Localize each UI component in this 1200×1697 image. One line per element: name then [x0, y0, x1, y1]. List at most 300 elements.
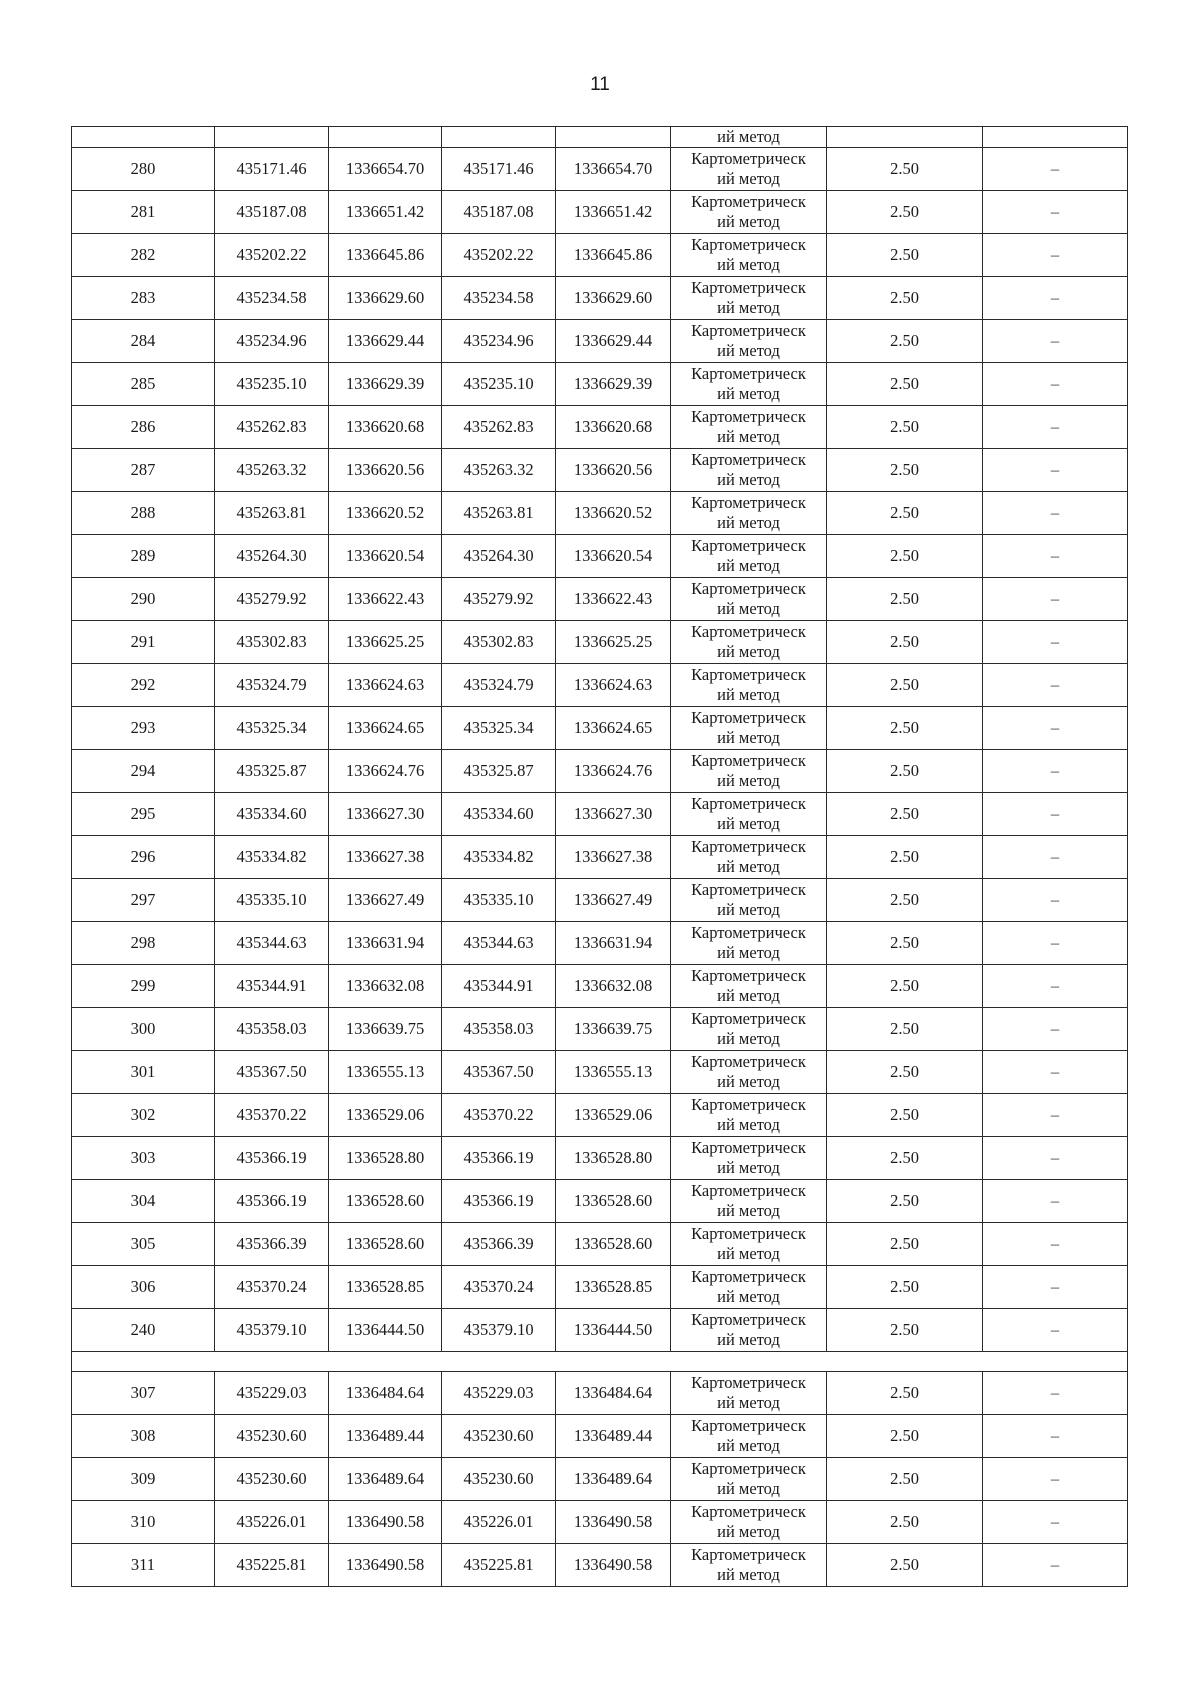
cell-accuracy: 2.50 — [827, 1501, 983, 1544]
cell-number: 281 — [72, 191, 215, 234]
cell-y2: 1336622.43 — [556, 578, 671, 621]
table-row — [72, 363, 1128, 406]
cell-x1: 435229.03 — [215, 1372, 329, 1415]
cell-y2: 1336639.75 — [556, 1008, 671, 1051]
cell-number: 287 — [72, 449, 215, 492]
cell-x1: 435230.60 — [215, 1458, 329, 1501]
method-line-2: ий метод — [717, 943, 780, 962]
cell-accuracy: 2.50 — [827, 1008, 983, 1051]
cell-number: 301 — [72, 1051, 215, 1094]
method-line-2: ий метод — [717, 728, 780, 747]
cell-note: – — [983, 879, 1128, 922]
method-line-1: Картометрическ — [691, 235, 806, 254]
cell-y1: 1336528.60 — [329, 1180, 442, 1223]
cell-y1: 1336620.68 — [329, 406, 442, 449]
method-line-2: ий метод — [717, 986, 780, 1005]
cell-number: 306 — [72, 1266, 215, 1309]
cell-x1: 435358.03 — [215, 1008, 329, 1051]
method-line-2: ий метод — [717, 1158, 780, 1177]
cell-method — [671, 148, 827, 191]
cell-y2: 1336620.56 — [556, 449, 671, 492]
cell-method — [671, 1094, 827, 1137]
cell-note: – — [983, 1180, 1128, 1223]
cell-number: 298 — [72, 922, 215, 965]
cell-note: – — [983, 1137, 1128, 1180]
cell-x1: 435279.92 — [215, 578, 329, 621]
table-row — [72, 406, 1128, 449]
method-line-2: ий метод — [717, 427, 780, 446]
cell-method — [671, 406, 827, 449]
cell-x2 — [442, 127, 556, 148]
cell-accuracy: 2.50 — [827, 1223, 983, 1266]
cell-x1 — [215, 127, 329, 148]
cell-x1: 435325.87 — [215, 750, 329, 793]
method-line-1: Картометрическ — [691, 665, 806, 684]
method-line-1: Картометрическ — [691, 407, 806, 426]
table-body — [72, 127, 1128, 1587]
method-line-2: ий метод — [717, 513, 780, 532]
cell-y1: 1336555.13 — [329, 1051, 442, 1094]
cell-y2: 1336489.64 — [556, 1458, 671, 1501]
method-line-1: Картометрическ — [691, 708, 806, 727]
method-line-2: ий метод — [717, 1522, 780, 1541]
cell-accuracy: 2.50 — [827, 1051, 983, 1094]
method-line-2: ий метод — [717, 1029, 780, 1048]
cell-number: 303 — [72, 1137, 215, 1180]
method-line-1: Картометрическ — [691, 450, 806, 469]
cell-y1: 1336645.86 — [329, 234, 442, 277]
cell-x2: 435262.83 — [442, 406, 556, 449]
cell-method — [671, 836, 827, 879]
method-line-2: ий метод — [717, 599, 780, 618]
cell-accuracy: 2.50 — [827, 148, 983, 191]
method-line-1: Картометрическ — [691, 1459, 806, 1478]
cell-y2: 1336528.80 — [556, 1137, 671, 1180]
table-row — [72, 148, 1128, 191]
cell-method — [671, 1266, 827, 1309]
method-line-1: Картометрическ — [691, 923, 806, 942]
cell-number: 295 — [72, 793, 215, 836]
method-line-2: ий метод — [717, 255, 780, 274]
cell-y1: 1336627.30 — [329, 793, 442, 836]
cell-y1: 1336620.54 — [329, 535, 442, 578]
cell-method — [671, 320, 827, 363]
cell-y1: 1336622.43 — [329, 578, 442, 621]
cell-x2: 435325.34 — [442, 707, 556, 750]
cell-accuracy: 2.50 — [827, 277, 983, 320]
cell-x2: 435264.30 — [442, 535, 556, 578]
separator-row — [72, 1352, 1128, 1372]
cell-method — [671, 535, 827, 578]
cell-method — [671, 1544, 827, 1587]
cell-x1: 435226.01 — [215, 1501, 329, 1544]
method-line-2: ий метод — [717, 212, 780, 231]
table-row — [72, 320, 1128, 363]
cell-x1: 435230.60 — [215, 1415, 329, 1458]
method-line-1: Картометрическ — [691, 579, 806, 598]
cell-y2: 1336489.44 — [556, 1415, 671, 1458]
method-line-1: Картометрическ — [691, 1138, 806, 1157]
table-row — [72, 1309, 1128, 1352]
cell-y1: 1336490.58 — [329, 1544, 442, 1587]
cell-y1: 1336629.60 — [329, 277, 442, 320]
cell-method — [671, 1309, 827, 1352]
cell-accuracy: 2.50 — [827, 535, 983, 578]
cell-number: 308 — [72, 1415, 215, 1458]
cell-x2: 435187.08 — [442, 191, 556, 234]
table-row-continued — [72, 127, 1128, 148]
cell-x2: 435344.91 — [442, 965, 556, 1008]
cell-x2: 435366.39 — [442, 1223, 556, 1266]
cell-note: – — [983, 320, 1128, 363]
cell-x2: 435234.96 — [442, 320, 556, 363]
cell-accuracy: 2.50 — [827, 965, 983, 1008]
cell-note: – — [983, 1223, 1128, 1266]
method-line-1: Картометрическ — [691, 794, 806, 813]
cell-x2: 435225.81 — [442, 1544, 556, 1587]
cell-accuracy: 2.50 — [827, 363, 983, 406]
cell-x2: 435367.50 — [442, 1051, 556, 1094]
cell-x2: 435302.83 — [442, 621, 556, 664]
cell-method — [671, 1458, 827, 1501]
table-row — [72, 793, 1128, 836]
method-line-2: ий метод — [717, 1115, 780, 1134]
method-line-1: Картометрическ — [691, 622, 806, 641]
cell-y1: 1336490.58 — [329, 1501, 442, 1544]
cell-accuracy: 2.50 — [827, 1137, 983, 1180]
cell-x2: 435325.87 — [442, 750, 556, 793]
cell-x2: 435324.79 — [442, 664, 556, 707]
cell-x2: 435263.81 — [442, 492, 556, 535]
cell-x1: 435302.83 — [215, 621, 329, 664]
table-row — [72, 621, 1128, 664]
method-line-1: Картометрическ — [691, 321, 806, 340]
table-row — [72, 277, 1128, 320]
cell-x1: 435235.10 — [215, 363, 329, 406]
cell-note: – — [983, 535, 1128, 578]
cell-number: 284 — [72, 320, 215, 363]
table-row — [72, 191, 1128, 234]
cell-y2: 1336555.13 — [556, 1051, 671, 1094]
cell-x1: 435334.82 — [215, 836, 329, 879]
cell-note: – — [983, 492, 1128, 535]
cell-x2: 435334.60 — [442, 793, 556, 836]
cell-note: – — [983, 621, 1128, 664]
cell-y2: 1336625.25 — [556, 621, 671, 664]
table-row — [72, 1372, 1128, 1415]
cell-x1: 435344.91 — [215, 965, 329, 1008]
cell-method — [671, 449, 827, 492]
cell-method — [671, 750, 827, 793]
cell-accuracy — [827, 127, 983, 148]
method-line-2: ий метод — [717, 1436, 780, 1455]
cell-x1: 435335.10 — [215, 879, 329, 922]
cell-number: 288 — [72, 492, 215, 535]
cell-y1: 1336639.75 — [329, 1008, 442, 1051]
cell-note: – — [983, 664, 1128, 707]
method-line-1: Картометрическ — [691, 364, 806, 383]
cell-method — [671, 1372, 827, 1415]
cell-accuracy: 2.50 — [827, 664, 983, 707]
page-number: 11 — [590, 74, 610, 95]
cell-number: 307 — [72, 1372, 215, 1415]
cell-note: – — [983, 836, 1128, 879]
cell-y1: 1336489.44 — [329, 1415, 442, 1458]
cell-note: – — [983, 1094, 1128, 1137]
table-row — [72, 449, 1128, 492]
cell-y2: 1336651.42 — [556, 191, 671, 234]
cell-y2: 1336624.76 — [556, 750, 671, 793]
cell-y2: 1336627.49 — [556, 879, 671, 922]
cell-note: – — [983, 1266, 1128, 1309]
cell-y2: 1336620.54 — [556, 535, 671, 578]
cell-y1: 1336528.60 — [329, 1223, 442, 1266]
cell-method — [671, 922, 827, 965]
cell-x1: 435225.81 — [215, 1544, 329, 1587]
cell-y2: 1336631.94 — [556, 922, 671, 965]
method-line-1: Картометрическ — [691, 1095, 806, 1114]
cell-y2: 1336620.68 — [556, 406, 671, 449]
cell-note: – — [983, 277, 1128, 320]
cell-y2: 1336627.38 — [556, 836, 671, 879]
cell-number — [72, 127, 215, 148]
cell-note: – — [983, 191, 1128, 234]
cell-method — [671, 1501, 827, 1544]
cell-y2: 1336528.85 — [556, 1266, 671, 1309]
coordinates-table — [71, 126, 1128, 1587]
method-line-2: ий метод — [717, 341, 780, 360]
method-line-1: Картометрическ — [691, 1267, 806, 1286]
cell-number: 294 — [72, 750, 215, 793]
cell-x2: 435234.58 — [442, 277, 556, 320]
cell-accuracy: 2.50 — [827, 1544, 983, 1587]
cell-method — [671, 191, 827, 234]
cell-x1: 435264.30 — [215, 535, 329, 578]
cell-accuracy: 2.50 — [827, 578, 983, 621]
cell-x2: 435358.03 — [442, 1008, 556, 1051]
cell-y1: 1336528.80 — [329, 1137, 442, 1180]
table-row — [72, 1008, 1128, 1051]
cell-x2: 435171.46 — [442, 148, 556, 191]
cell-x1: 435334.60 — [215, 793, 329, 836]
method-line-1: Картометрическ — [691, 1373, 806, 1392]
cell-method — [671, 1137, 827, 1180]
cell-x2: 435366.19 — [442, 1137, 556, 1180]
cell-note: – — [983, 965, 1128, 1008]
method-line-2: ий метод — [717, 556, 780, 575]
table-row — [72, 1094, 1128, 1137]
cell-x2: 435202.22 — [442, 234, 556, 277]
table-row — [72, 1180, 1128, 1223]
cell-note: – — [983, 922, 1128, 965]
cell-y2: 1336632.08 — [556, 965, 671, 1008]
method-line-1: Картометрическ — [691, 966, 806, 985]
cell-y2: 1336444.50 — [556, 1309, 671, 1352]
cell-y2: 1336629.39 — [556, 363, 671, 406]
cell-accuracy: 2.50 — [827, 1094, 983, 1137]
cell-y2 — [556, 127, 671, 148]
cell-y2: 1336629.60 — [556, 277, 671, 320]
cell-y1: 1336651.42 — [329, 191, 442, 234]
cell-x1: 435366.19 — [215, 1137, 329, 1180]
cell-method — [671, 965, 827, 1008]
cell-x1: 435234.58 — [215, 277, 329, 320]
cell-x1: 435262.83 — [215, 406, 329, 449]
cell-y2: 1336490.58 — [556, 1501, 671, 1544]
cell-x2: 435230.60 — [442, 1458, 556, 1501]
cell-note: – — [983, 793, 1128, 836]
cell-number: 310 — [72, 1501, 215, 1544]
cell-method — [671, 879, 827, 922]
cell-x2: 435235.10 — [442, 363, 556, 406]
cell-method — [671, 1180, 827, 1223]
cell-number: 300 — [72, 1008, 215, 1051]
method-line-1: Картометрическ — [691, 1181, 806, 1200]
cell-number: 309 — [72, 1458, 215, 1501]
cell-method — [671, 277, 827, 320]
cell-y2: 1336620.52 — [556, 492, 671, 535]
cell-note: – — [983, 1501, 1128, 1544]
cell-note: – — [983, 1372, 1128, 1415]
method-line-2: ий метод — [717, 298, 780, 317]
method-line-1: Картометрическ — [691, 1310, 806, 1329]
cell-y2: 1336624.65 — [556, 707, 671, 750]
cell-method — [671, 1223, 827, 1266]
cell-method — [671, 492, 827, 535]
table-row — [72, 1223, 1128, 1266]
table-row — [72, 578, 1128, 621]
method-line-2: ий метод — [717, 1244, 780, 1263]
cell-x2: 435344.63 — [442, 922, 556, 965]
cell-y1: 1336528.85 — [329, 1266, 442, 1309]
cell-x1: 435379.10 — [215, 1309, 329, 1352]
method-line-2: ий метод — [717, 1201, 780, 1220]
cell-accuracy: 2.50 — [827, 406, 983, 449]
cell-number: 289 — [72, 535, 215, 578]
cell-x2: 435229.03 — [442, 1372, 556, 1415]
method-line-2: ий метод — [717, 857, 780, 876]
cell-y2: 1336529.06 — [556, 1094, 671, 1137]
cell-y1: 1336624.76 — [329, 750, 442, 793]
table-row — [72, 1458, 1128, 1501]
method-line-1: Картометрическ — [691, 1502, 806, 1521]
cell-number: 280 — [72, 148, 215, 191]
cell-accuracy: 2.50 — [827, 449, 983, 492]
method-line-2: ий метод — [717, 470, 780, 489]
cell-x1: 435171.46 — [215, 148, 329, 191]
table-row — [72, 965, 1128, 1008]
cell-accuracy: 2.50 — [827, 793, 983, 836]
method-line-2: ий метод — [717, 771, 780, 790]
cell-y1: 1336620.52 — [329, 492, 442, 535]
table-row — [72, 750, 1128, 793]
cell-y1: 1336627.49 — [329, 879, 442, 922]
cell-note: – — [983, 1544, 1128, 1587]
cell-x1: 435263.81 — [215, 492, 329, 535]
cell-accuracy: 2.50 — [827, 1309, 983, 1352]
cell-method — [671, 234, 827, 277]
table-row — [72, 922, 1128, 965]
cell-x1: 435370.24 — [215, 1266, 329, 1309]
cell-method: ий метод — [671, 127, 827, 148]
cell-y1: 1336624.65 — [329, 707, 442, 750]
cell-accuracy: 2.50 — [827, 1372, 983, 1415]
cell-number: 283 — [72, 277, 215, 320]
cell-y1: 1336529.06 — [329, 1094, 442, 1137]
cell-note: – — [983, 449, 1128, 492]
method-line-1: Картометрическ — [691, 1224, 806, 1243]
cell-x1: 435234.96 — [215, 320, 329, 363]
cell-accuracy: 2.50 — [827, 1415, 983, 1458]
method-line-1: Картометрическ — [691, 1545, 806, 1564]
cell-number: 292 — [72, 664, 215, 707]
cell-note: – — [983, 707, 1128, 750]
cell-y2: 1336654.70 — [556, 148, 671, 191]
cell-number: 305 — [72, 1223, 215, 1266]
method-line-1: Картометрическ — [691, 1052, 806, 1071]
method-line-1: Картометрическ — [691, 1416, 806, 1435]
cell-number: 304 — [72, 1180, 215, 1223]
cell-accuracy: 2.50 — [827, 1266, 983, 1309]
table-row — [72, 707, 1128, 750]
cell-x2: 435263.32 — [442, 449, 556, 492]
cell-number: 296 — [72, 836, 215, 879]
cell-method — [671, 1051, 827, 1094]
cell-y2: 1336629.44 — [556, 320, 671, 363]
cell-note: – — [983, 1458, 1128, 1501]
cell-number: 297 — [72, 879, 215, 922]
cell-y2: 1336484.64 — [556, 1372, 671, 1415]
cell-note: – — [983, 363, 1128, 406]
cell-accuracy: 2.50 — [827, 1458, 983, 1501]
cell-y1: 1336629.39 — [329, 363, 442, 406]
method-line-1: Картометрическ — [691, 751, 806, 770]
cell-x2: 435379.10 — [442, 1309, 556, 1352]
method-line-1: Картометрическ — [691, 192, 806, 211]
cell-method — [671, 363, 827, 406]
method-line-2: ий метод — [717, 1565, 780, 1584]
table-row — [72, 1266, 1128, 1309]
method-line-1: Картометрическ — [691, 278, 806, 297]
cell-number: 282 — [72, 234, 215, 277]
cell-y1: 1336654.70 — [329, 148, 442, 191]
method-line-1: Картометрическ — [691, 1009, 806, 1028]
cell-y2: 1336624.63 — [556, 664, 671, 707]
cell-number: 302 — [72, 1094, 215, 1137]
cell-y1: 1336489.64 — [329, 1458, 442, 1501]
cell-accuracy: 2.50 — [827, 879, 983, 922]
cell-method — [671, 621, 827, 664]
cell-accuracy: 2.50 — [827, 492, 983, 535]
method-line-1: Картометрическ — [691, 149, 806, 168]
table-row — [72, 535, 1128, 578]
table-row — [72, 492, 1128, 535]
cell-y1: 1336632.08 — [329, 965, 442, 1008]
cell-y1: 1336625.25 — [329, 621, 442, 664]
cell-x1: 435187.08 — [215, 191, 329, 234]
method-line-2: ий метод — [717, 900, 780, 919]
method-line-1: Картометрическ — [691, 880, 806, 899]
table-row — [72, 1544, 1128, 1587]
cell-x2: 435335.10 — [442, 879, 556, 922]
cell-x1: 435370.22 — [215, 1094, 329, 1137]
separator-cell — [72, 1352, 1128, 1372]
method-line-2: ий метод — [717, 384, 780, 403]
cell-y1: 1336484.64 — [329, 1372, 442, 1415]
cell-y1: 1336444.50 — [329, 1309, 442, 1352]
cell-x1: 435366.39 — [215, 1223, 329, 1266]
method-line-2: ий метод — [717, 169, 780, 188]
